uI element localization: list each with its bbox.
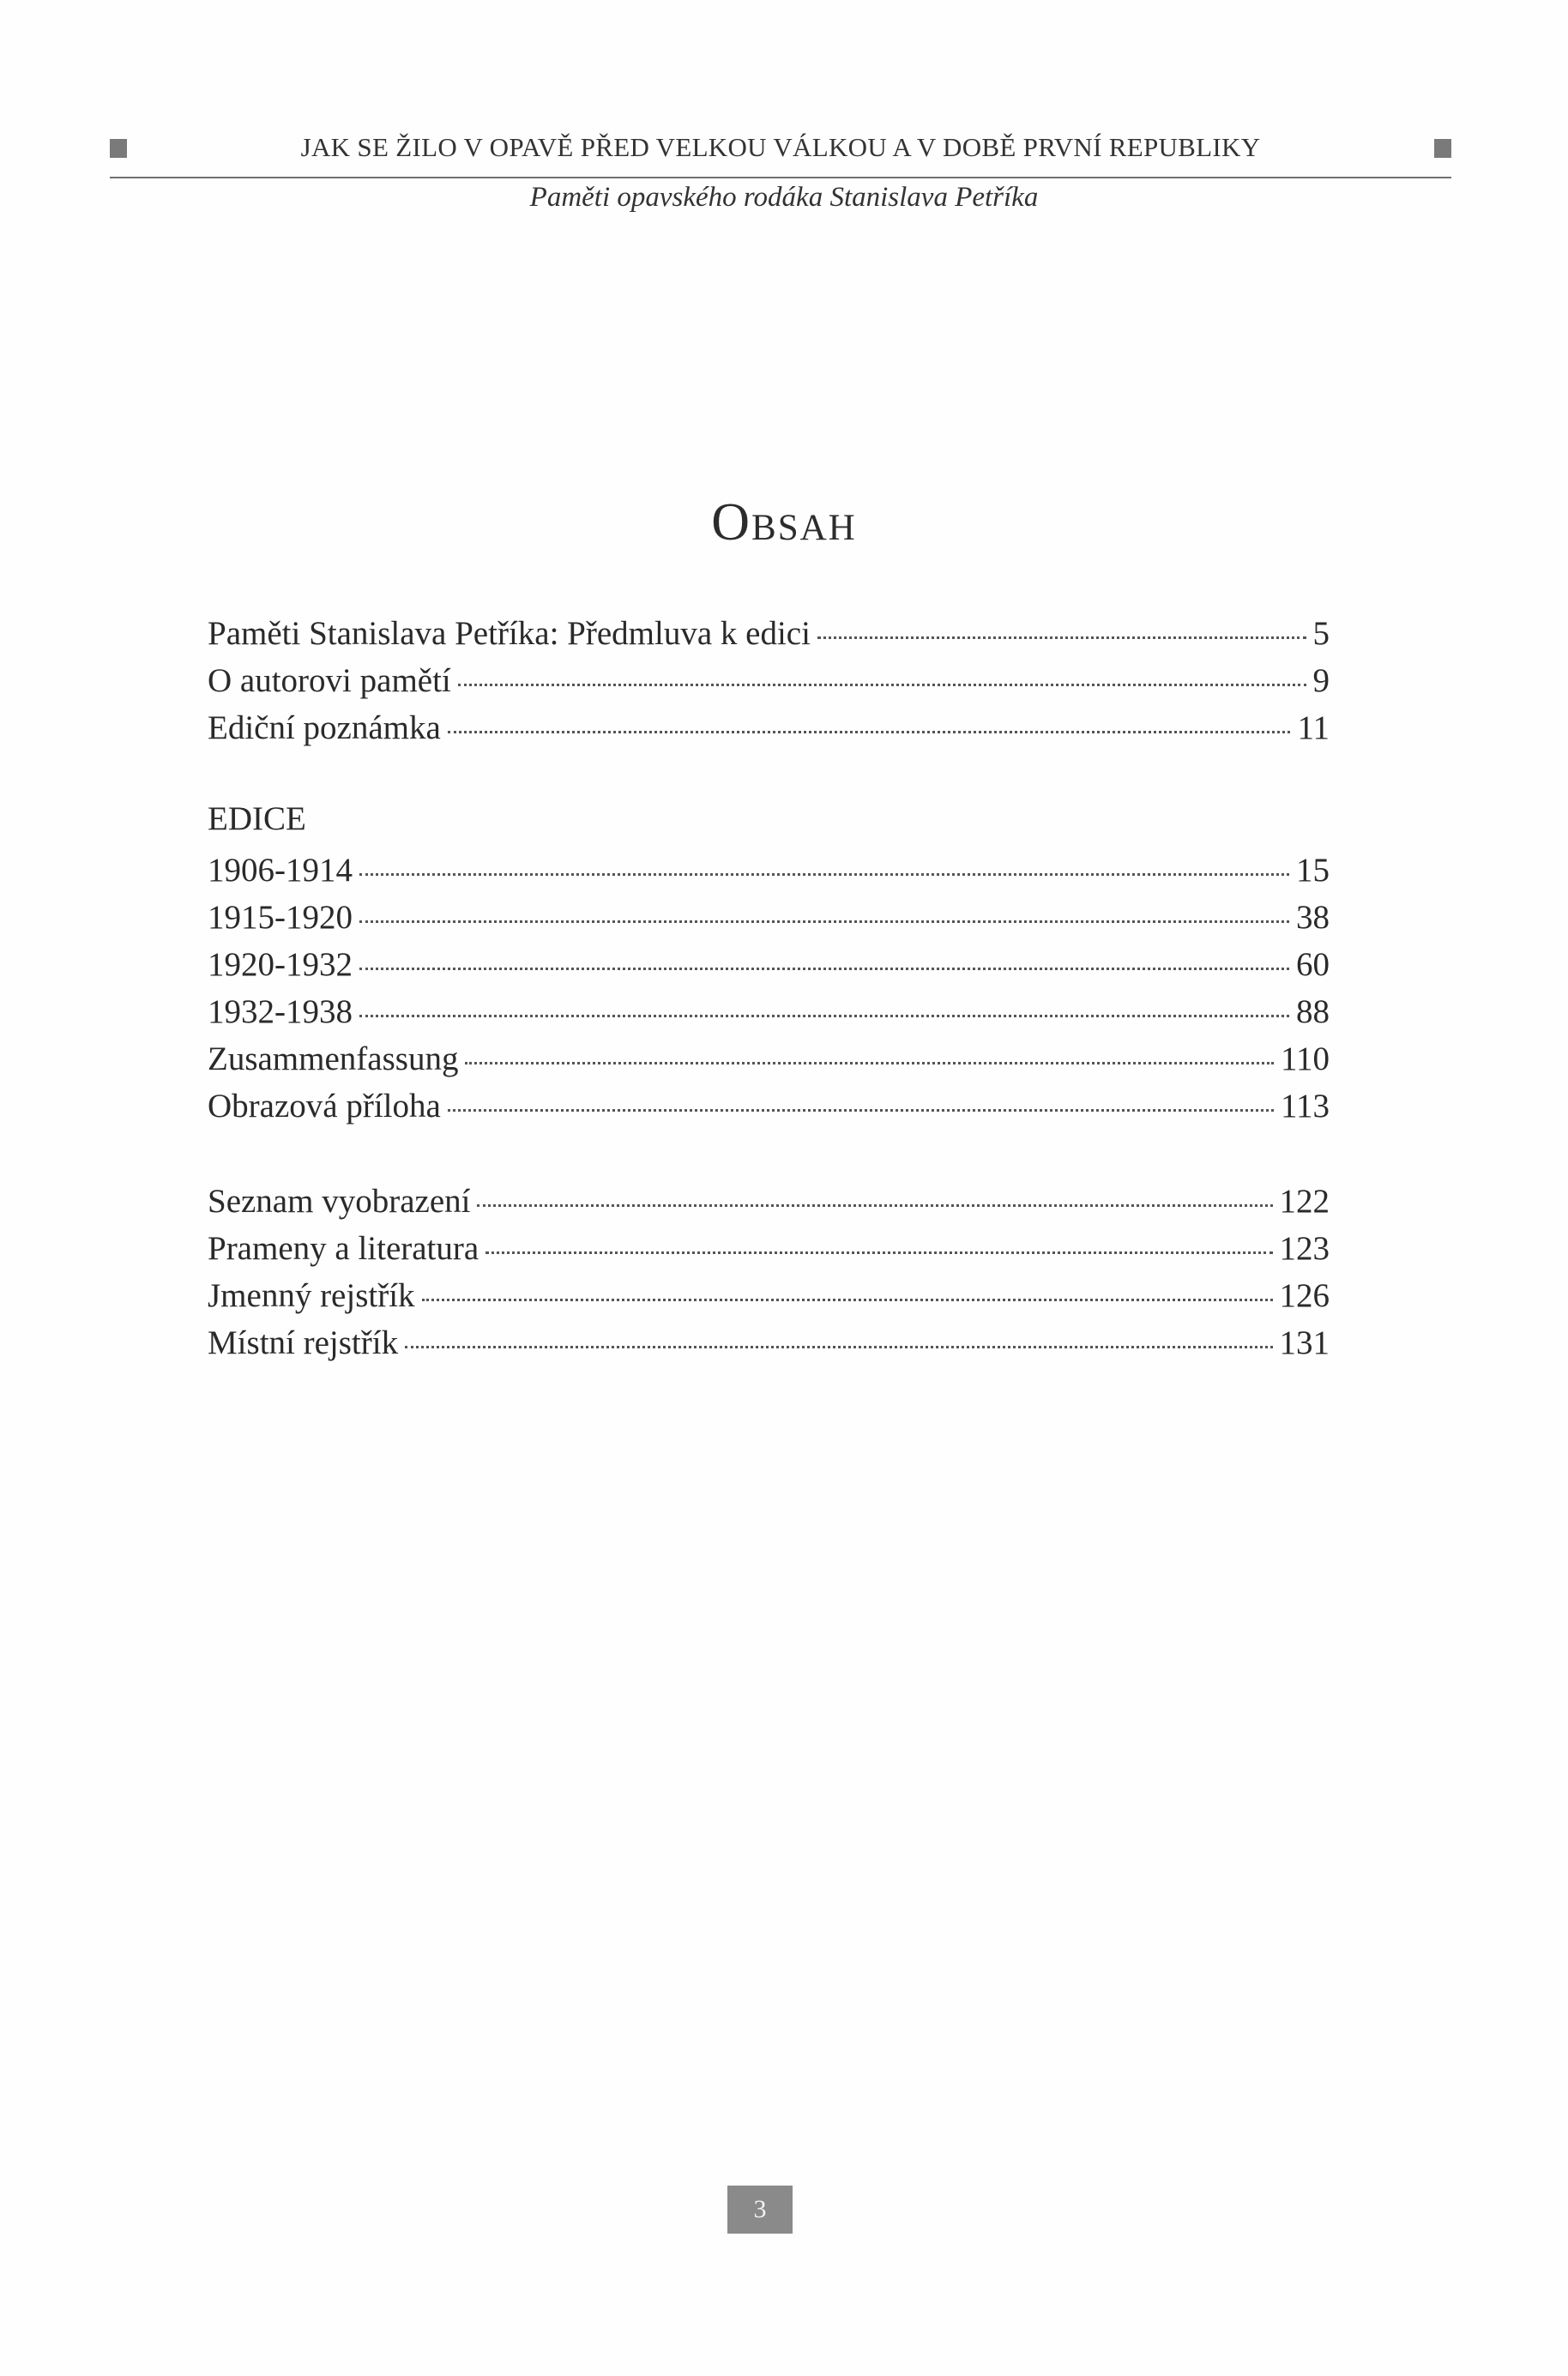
toc-entry-label: Prameny a literatura [208,1230,479,1267]
toc-entry-page: 38 [1296,899,1330,936]
toc-entry-page: 123 [1279,1230,1330,1267]
toc-leader-dots [458,684,1306,686]
toc-leader-dots [359,968,1289,970]
toc-leader-dots [422,1299,1273,1301]
toc-entry-page: 131 [1279,1324,1330,1361]
toc-entry [208,1324,1330,1371]
toc-entry [208,614,1330,661]
toc-entry [208,709,1330,756]
toc-leader-dots [359,1015,1289,1017]
toc-entry-label: Obrazová příloha [208,1088,441,1125]
toc-entry-page: 60 [1296,946,1330,983]
header-square-right [1434,139,1451,158]
toc-entry-label: Ediční poznámka [208,709,441,746]
toc-entry-page: 11 [1297,709,1330,746]
toc-entry [208,851,1330,898]
toc-entry [208,1182,1330,1229]
toc-entry [208,1087,1330,1134]
toc-entry-label: Místní rejstřík [208,1324,399,1361]
toc-entry-page: 88 [1296,993,1330,1030]
toc-entry-label: 1906-1914 [208,852,353,889]
toc-entry-label: Jmenný rejstřík [208,1277,415,1314]
toc-leader-dots [817,636,1306,639]
toc-group-edice [208,799,1330,1134]
toc-entry [208,1229,1330,1276]
toc-leader-dots [477,1204,1272,1207]
toc-entry-page: 122 [1279,1183,1330,1220]
toc-entry [208,945,1330,992]
toc-group-appendix [208,1182,1330,1371]
header-title: JAK SE ŽILO V OPAVĚ PŘED VELKOU VÁLKOU A V DOBĚ PRVNÍ REPUBLIKY [300,132,1261,162]
toc-leader-dots [485,1251,1272,1254]
toc-leader-dots [359,920,1289,923]
header-rule [110,177,1451,178]
toc-leader-dots [448,1109,1274,1112]
toc-entry [208,1040,1330,1087]
running-header [110,129,1451,180]
toc-entry-label: 1932-1938 [208,993,353,1030]
toc-entry-page: 113 [1280,1088,1330,1125]
toc-leader-dots [465,1062,1273,1064]
toc-entry-page: 126 [1279,1277,1330,1314]
toc-entry-label: 1920-1932 [208,946,353,983]
toc-leader-dots [448,731,1291,733]
toc-entry-page: 5 [1312,615,1330,652]
toc-entry [208,1276,1330,1324]
toc-entry-label: O autorovi pamětí [208,662,451,699]
header-subtitle: Paměti opavského rodáka Stanislava Petříka [529,182,1039,213]
toc-entry [208,661,1330,709]
toc-entry-page: 110 [1280,1040,1330,1077]
toc-entry-label: Seznam vyobrazení [208,1183,471,1220]
toc-heading: Obsah [711,493,857,552]
toc-entry [208,898,1330,945]
toc-entry-page: 15 [1296,852,1330,889]
toc-entry [208,992,1330,1040]
page-number-badge: 3 [727,2186,793,2234]
toc-section-label: EDICE [208,800,306,837]
toc-entry-label: Paměti Stanislava Petříka: Předmluva k edici [208,615,811,652]
toc-leader-dots [405,1346,1272,1348]
toc-group-intro [208,614,1330,756]
toc-leader-dots [359,873,1289,876]
toc-entry-label: 1915-1920 [208,899,353,936]
toc-entry-label: Zusammenfassung [208,1040,459,1077]
toc-entry-page: 9 [1312,662,1330,699]
